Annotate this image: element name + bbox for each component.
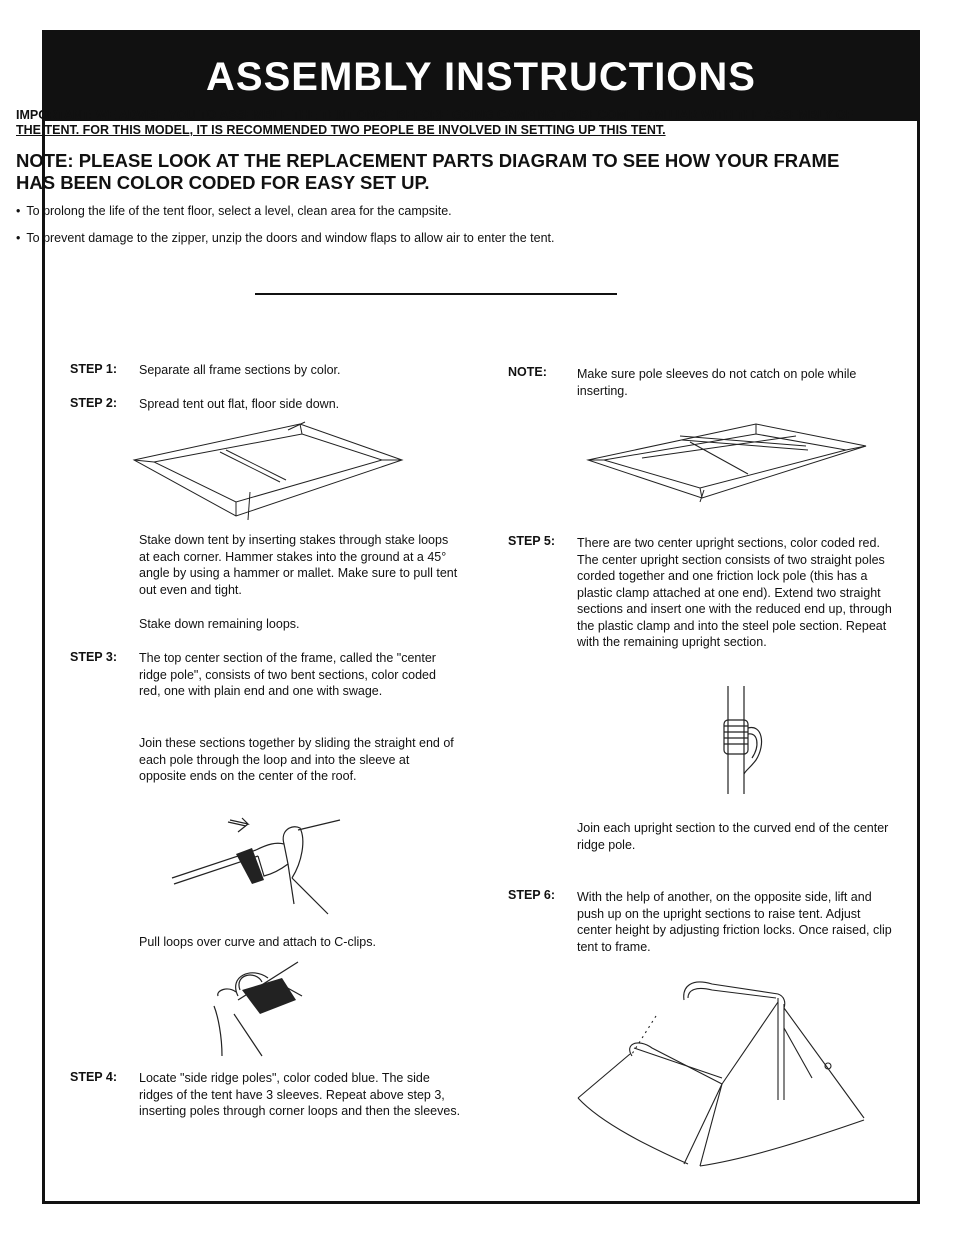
important-text: WE ADVISE YOU TO ASSEMBLE THE TENT ONCE BEFORE GOING CAMPING TO BECOME FAMILIAR WITH THE ASSEMBLY OF THE TENT. FOR THIS MODEL, IT IS RECOMMENDED TWO PEOPLE BE INVOLVED IN SETTING UP THIS TENT. bbox=[16, 108, 854, 137]
step4-label: STEP 4: bbox=[70, 1070, 118, 1084]
step6-label: STEP 6: bbox=[508, 888, 556, 902]
join-upright-text: Join each upright section to the curved end of the center ridge pole. bbox=[577, 821, 889, 852]
note-text: Make sure pole sleeves do not catch on pole while inserting. bbox=[577, 367, 857, 398]
step3-text: The top center section of the frame, called the "center ridge pole", consists of two bent sections, color coded red, one with plain end and one with swage. bbox=[139, 651, 436, 698]
flat-tent-illustration bbox=[130, 420, 410, 524]
step4-text: Locate "side ridge poles", color coded blue. The side ridges of the tent have 3 sleeves. Repeat above step 3, inserting poles through corner loops and then the sleeves. bbox=[139, 1071, 461, 1118]
step2-text: Spread tent out flat, floor side down. bbox=[139, 397, 340, 411]
stake-down-text: Stake down tent by inserting stakes through stake loops at each corner. Hammer stakes into the ground at a 45° angle by using a hammer or mallet. Make sure to pull tent out even and tight. bbox=[139, 533, 458, 597]
tip-zipper: • To prevent damage to the zipper, unzip the doors and window flaps to allow air to enter the tent. bbox=[16, 231, 862, 246]
join-sections-text: Join these sections together by sliding the straight end of each pole through the loop and into the sleeve at opposite ends on the center of the roof. bbox=[139, 736, 454, 783]
sleeve-tent-illustration bbox=[584, 416, 870, 504]
color-code-note: NOTE: PLEASE LOOK AT THE REPLACEMENT PARTS DIAGRAM TO SEE HOW YOUR FRAME HAS BEEN COLOR CODED FOR EASY SET UP. bbox=[16, 150, 840, 193]
pull-loops-text: Pull loops over curve and attach to C-clips. bbox=[139, 935, 376, 949]
step5-text: There are two center upright sections, color coded red. The center upright section consists of two straight poles corded together and one friction lock pole (this has a plastic clamp attached at one end). Extend two straight sections and insert one with the reduced end up, through the plastic clamp and into the steel pole section. Repeat with the remaining upright section. bbox=[577, 536, 892, 649]
stake-remaining-text: Stake down remaining loops. bbox=[139, 617, 300, 631]
step5-label: STEP 5: bbox=[508, 534, 556, 548]
section-divider bbox=[255, 293, 617, 295]
tip-floor: • To prolong the life of the tent floor, select a level, clean area for the campsite. bbox=[16, 204, 862, 219]
tips-list bbox=[16, 204, 862, 258]
step1-label: STEP 1: bbox=[70, 362, 118, 376]
step6-text: With the help of another, on the opposite side, lift and push up on the upright sections to raise tent. Adjust center height by adjusting friction locks. Once raised, clip tent to frame. bbox=[577, 890, 892, 954]
upright-pole-clamp-illustration bbox=[712, 684, 772, 800]
step1-text: Separate all frame sections by color. bbox=[139, 363, 341, 377]
note-label: NOTE: bbox=[508, 365, 547, 379]
raised-tent-illustration bbox=[572, 968, 872, 1168]
pole-loop-illustration bbox=[168, 814, 348, 918]
page-title: ASSEMBLY INSTRUCTIONS bbox=[206, 54, 756, 99]
important-label: IMPORTANT: bbox=[16, 108, 93, 122]
c-clip-illustration bbox=[198, 956, 310, 1060]
step2-label: STEP 2: bbox=[70, 396, 118, 410]
important-notice bbox=[16, 108, 862, 138]
step3-label: STEP 3: bbox=[70, 650, 118, 664]
